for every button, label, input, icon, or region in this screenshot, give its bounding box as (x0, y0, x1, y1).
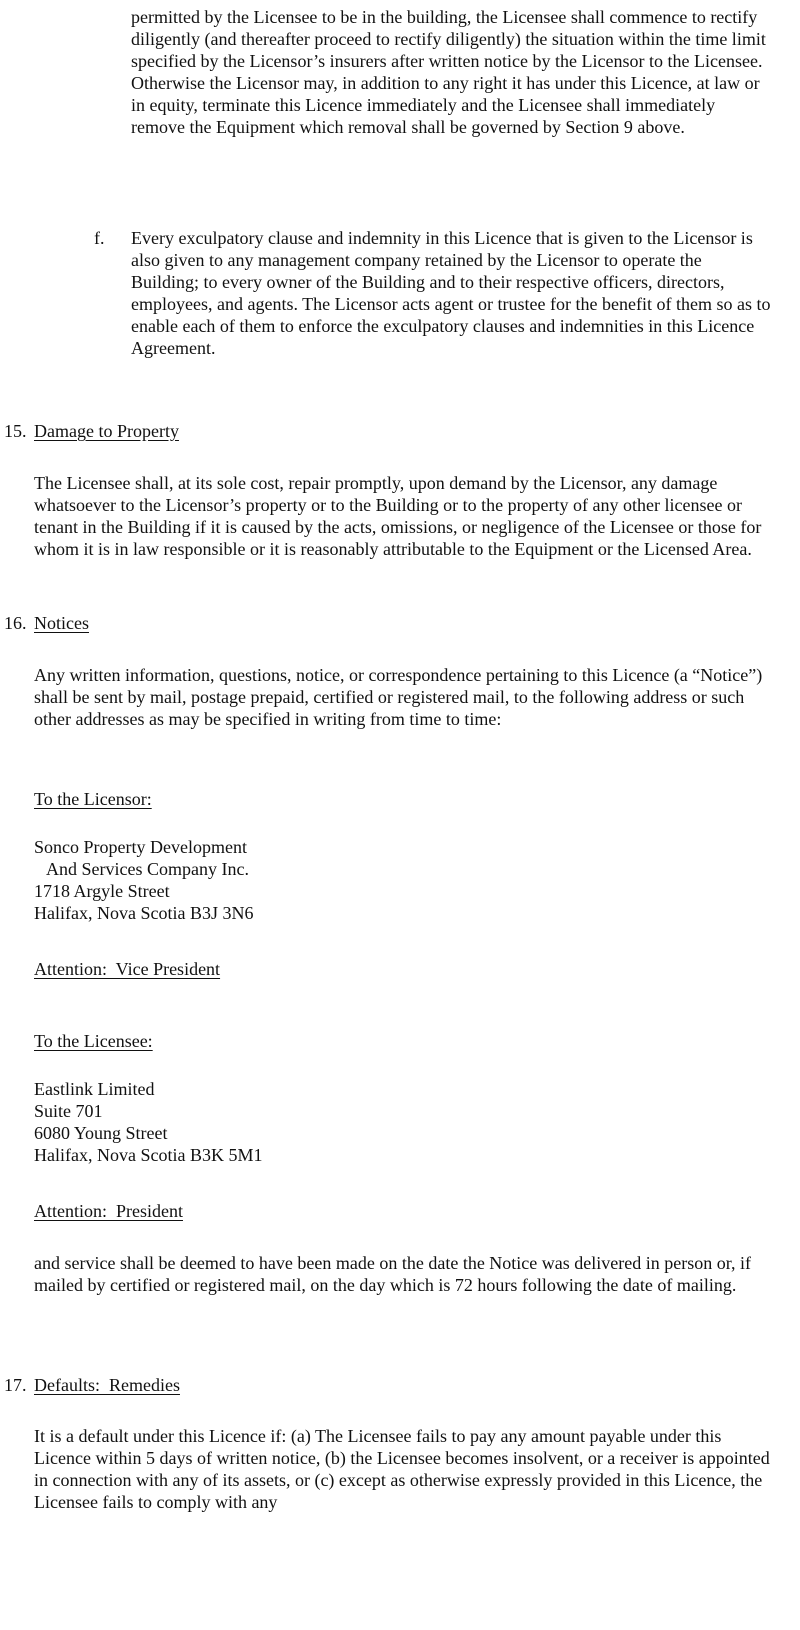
section-17-title: Defaults: Remedies (34, 1375, 180, 1395)
clause-e-continuation: permitted by the Licensee to be in the building, the Licensee shall commence to rectify diligently (and thereafter proceed to rectify diligently) the situation within the time limit specified by the Licensor’s insurers after written notice by the Licensor to the Licensee. Otherwise the Licensor may, in addition to any right it has under this Licence, at law or in equity, terminate this Licence immediately and the Licensee shall immediately remove the Equipment which removal shall be governed by Section 9 above. (131, 7, 766, 137)
licensor-address-line: Sonco Property Development (34, 837, 247, 857)
licensee-heading: To the Licensee: (34, 1031, 153, 1051)
licensor-address-line: Halifax, Nova Scotia B3J 3N6 (34, 903, 254, 923)
licensee-attention: Attention: President (34, 1201, 183, 1221)
licensor-address-line: And Services Company Inc. (46, 859, 249, 879)
licensor-address (34, 836, 776, 924)
notices-intro: Any written information, questions, notice, or correspondence pertaining to this Licence (a “Notice”) shall be sent by mail, postage prepaid, certified or registered mail, to the following address or such other addresses as may be specified in writing from time to time: (34, 665, 763, 729)
clause-f-letter: f. (94, 228, 105, 248)
licensee-address (34, 1078, 776, 1166)
licensee-address-line: Suite 701 (34, 1101, 103, 1121)
licensor-address-line: 1718 Argyle Street (34, 881, 170, 901)
section-16-heading (4, 612, 89, 634)
notices-closing: and service shall be deemed to have been made on the date the Notice was delivered in person or, if mailed by certified or registered mail, on the day which is 72 hours following the date of mailing. (34, 1253, 752, 1295)
clause-f-text: Every exculpatory clause and indemnity in this Licence that is given to the Licensor is also given to any management company retained by the Licensor to operate the Building; to every owner of the Building and to their respective officers, directors, employees, and agents. The Licensor acts agent or trustee for the benefit of them so as to enable each of them to enforce the exculpatory clauses and indemnities in this Licence Agreement. (131, 228, 771, 358)
licensor-heading: To the Licensor: (34, 789, 152, 809)
section-15-text: The Licensee shall, at its sole cost, repair promptly, upon demand by the Licensor, any damage whatsoever to the Licensor’s property or to the Building or to the property of any other licensee or tenant in the Building if it is caused by the acts, omissions, or negligence of the Licensee or those for whom it is in law responsible or it is reasonably attributable to the Equipment or the Licensed Area. (34, 473, 762, 559)
section-15-title: Damage to Property (34, 421, 179, 441)
section-17-heading (4, 1374, 180, 1396)
licensee-address-line: Eastlink Limited (34, 1079, 155, 1099)
section-15-heading (4, 420, 179, 442)
section-16-number: 16. (4, 613, 27, 633)
section-17-number: 17. (4, 1375, 27, 1395)
licensee-address-line: Halifax, Nova Scotia B3K 5M1 (34, 1145, 263, 1165)
licensor-attention: Attention: Vice President (34, 959, 221, 979)
section-16-title: Notices (34, 613, 89, 633)
licensee-address-line: 6080 Young Street (34, 1123, 168, 1143)
section-15-number: 15. (4, 421, 27, 441)
section-17-text: It is a default under this Licence if: (a) The Licensee fails to pay any amount payable under this Licence within 5 days of written notice, (b) the Licensee becomes insolvent, or a receiver is appointed in connection with any of its assets, or (c) except as otherwise expressly provided in this Licence, the Licensee fails to comply with any (34, 1426, 770, 1512)
